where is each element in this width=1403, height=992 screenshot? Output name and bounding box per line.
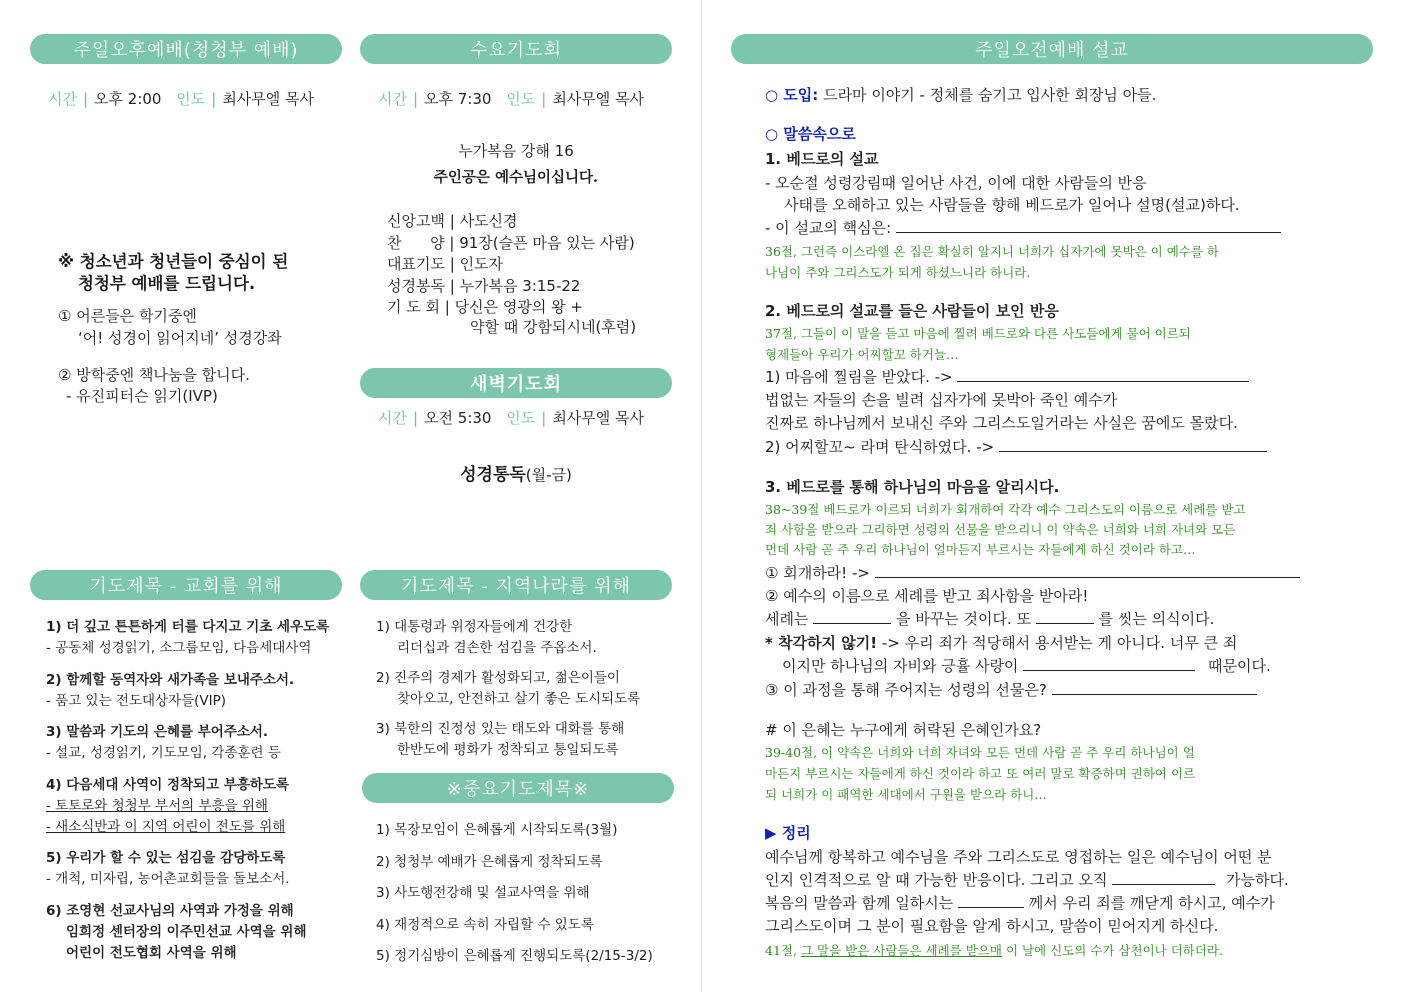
section3-point1: ① 회개하라! -> [765, 564, 870, 582]
wednesday-order-row [387, 296, 583, 317]
important-prayer-item: 4) 재정적으로 속히 자립할 수 있도록 [376, 916, 594, 933]
order-value: 사도신경 [459, 212, 518, 230]
wednesday-theme: 주인공은 예수님이십니다. [433, 169, 599, 186]
order-key: 찬 양 [387, 233, 445, 252]
section3-caution-text: -> 우리 죄가 적당해서 용서받는 게 아니다. 너무 큰 죄 [881, 634, 1238, 652]
section1-line2: 사태를 오해하고 있는 사람들을 향해 베드로가 일어나 설명(설교)하다. [784, 196, 1240, 214]
prayer-church-subitem: 어린이 전도협회 사역을 위해 [66, 945, 237, 961]
time-label: 시간 [378, 90, 407, 108]
sermon-intro [765, 84, 1156, 105]
section1-line1: - 오순절 성령강림때 일어난 사건, 이에 대한 사람들의 반응 [765, 174, 1147, 192]
wednesday-study-title: 누가복음 강해 16 [458, 142, 574, 160]
prayer-church-subitem: - 공동체 성경읽기, 소그룹모임, 다음세대사역 [46, 640, 312, 656]
summary-verse-underlined: 그 말을 받은 사람들은 세례를 받으매 [800, 943, 1002, 958]
wednesday-order-row [387, 275, 580, 296]
important-prayer-item: 5) 정기심방이 은혜롭게 진행되도록(2/15-3/2) [376, 948, 653, 964]
service-leader: 최사무엘 목사 [552, 409, 645, 427]
afternoon-notice-line1: ※ 청소년과 청년들이 중심이 된 [58, 252, 289, 271]
prayer-nation-item: 1) 대통령과 위정자들에게 건강한 [376, 619, 573, 635]
prayer-church-item: 4) 다음세대 사역이 정착되고 부흥하도록 [46, 777, 290, 793]
answer-blank [1112, 871, 1215, 885]
leader-label: 인도 [506, 409, 536, 427]
prayer-church-subitem: - 새소식반과 이 지역 어린이 전도를 위해 [46, 819, 286, 835]
order-value: 인도자 [459, 255, 504, 273]
section3-verse-line1: 38~39절 베드로가 이르되 너희가 회개하여 각각 예수 그리스도의 이름으로 세례를 받고 [765, 502, 1246, 517]
order-separator: | [440, 298, 455, 316]
prayer-nation-item-cont: 리더십과 겸손한 섬김을 주옵소서. [397, 640, 597, 656]
section3-baptism-end: 를 씻는 의식이다. [1098, 610, 1215, 628]
afternoon-service-title: 주일오후예배 [73, 40, 184, 61]
time-label: 시간 [378, 409, 407, 427]
dawn-service-header: 새벽기도회 [360, 368, 672, 398]
leader-label: 인도 [506, 90, 536, 108]
section2-title: 2. 베드로의 설교를 들은 사람들이 보인 반응 [765, 302, 1059, 320]
answer-blank [999, 438, 1267, 452]
dawn-reading [360, 460, 672, 485]
prayer-nation-header: 기도제목 - 지역나라를 위해 [360, 570, 672, 600]
section1-verse-line1: 36절, 그런즉 이스라엘 온 집은 확실히 알지니 너희가 십자가에 못박은 이 예수를 하 [765, 244, 1219, 259]
prayer-church-item: 2) 함께할 동역자와 새가족을 보내주소서. [46, 672, 295, 688]
leader-label: 인도 [176, 90, 206, 108]
afternoon-service-header [30, 34, 342, 64]
service-time: 오후 2:00 [94, 90, 162, 108]
section3-line1 [765, 562, 1300, 583]
order-key: 대표기도 [387, 255, 445, 273]
prayer-church-subitem: - 품고 있는 전도대상자들(VIP) [46, 693, 227, 709]
summary-line1: 예수님께 항복하고 예수님을 주와 그리스도로 영접하는 일은 예수님이 어떤 분 [765, 848, 1272, 866]
section3-line5 [782, 655, 1271, 676]
prayer-church-subitem: - 개척, 미자립, 농어촌교회들을 돌보소서. [46, 871, 290, 887]
service-time: 오전 5:30 [424, 409, 492, 427]
grace-verse-line2: 마든지 부르시는 자들에게 하신 것이라 하고 또 여러 말로 확증하며 권하여 이르 [765, 766, 1196, 781]
grace-verse-line1: 39-40절, 이 약속은 너희와 너희 자녀와 모든 먼데 사람 곧 주 우리 하나님이 얼 [765, 745, 1195, 760]
section3-caution: * 착각하지 않기! [765, 634, 878, 652]
prayer-church-item: 3) 말씀과 기도의 은혜를 부어주소서. [46, 724, 269, 740]
summary-verse-ref: 41절, [765, 943, 797, 958]
section1-verse-line2: 나님이 주와 그리스도가 되게 하셨느니라 하니라. [765, 265, 1031, 280]
answer-blank [1036, 610, 1094, 624]
answer-blank [957, 368, 1249, 382]
summary-line2-text: 인지 인격적으로 알 때 가능한 반응이다. 그리고 오직 [765, 871, 1108, 889]
section3-baptism-mid: 을 바꾸는 것이다. 또 [896, 610, 1032, 628]
summary-line2-end: 가능하다. [1226, 871, 1289, 889]
afternoon-item2-line1: ② 방학중엔 책나눔을 합니다. [58, 366, 250, 384]
wednesday-order-row [387, 210, 518, 231]
prayer-nation-item-cont: 한반도에 평화가 정착되고 통일되도록 [397, 742, 619, 758]
wednesday-order-row [387, 253, 503, 274]
grace-verse-line3: 되 너희가 이 패역한 세대에서 구원을 받으라 하니… [765, 787, 1047, 802]
service-leader: 최사무엘 목사 [222, 90, 315, 108]
prayer-church-subitem: 임희정 센터장의 이주민선교 사역을 위해 [66, 924, 307, 940]
section3-point3: ③ 이 과정을 통해 주어지는 성령의 선물은? [765, 681, 1047, 699]
afternoon-notice-line2: 청청부 예배를 드립니다. [78, 274, 256, 293]
section2-line2: 법없는 자들의 손을 빌려 십자가에 못박아 죽인 예수가 [765, 391, 1118, 409]
section3-line6 [765, 679, 1257, 700]
section2-verse-line1: 37절, 그들이 이 말을 듣고 마음에 찔려 베드로와 다른 사도들에게 물어 이르되 [765, 326, 1191, 341]
prayer-church-item: 1) 더 깊고 튼튼하게 터를 다지고 기초 세우도록 [46, 619, 330, 635]
prayer-church-subitem: - 토토로와 청청부 부서의 부흥을 위해 [46, 798, 268, 814]
section3-line3 [765, 608, 1214, 629]
prayer-nation-item: 3) 북한의 진정성 있는 태도와 대화를 통해 [376, 721, 625, 737]
wednesday-order-row [387, 232, 635, 253]
afternoon-service-subtitle: (청청부 예배) [183, 40, 299, 61]
section2-point1: 1) 마음에 찔림을 받았다. -> [765, 368, 953, 386]
grace-question: # 이 은혜는 누구에게 허락된 은혜인가요? [765, 721, 1042, 739]
section2-point2: 2) 어찌할꼬~ 라며 탄식하였다. -> [765, 438, 995, 456]
service-time: 오후 7:30 [424, 90, 492, 108]
order-key: 신앙고백 [387, 212, 445, 230]
important-prayer-item: 2) 청청부 예배가 은혜롭게 정착되도록 [376, 853, 603, 870]
word-section-label: ○ 말씀속으로 [765, 125, 856, 143]
prayer-church-subitem: - 설교, 성경읽기, 기도모임, 각종훈련 등 [46, 745, 281, 761]
section3-mercy-end: 때문이다. [1208, 657, 1271, 675]
answer-blank [875, 564, 1300, 578]
order-key: 성경봉독 [387, 276, 445, 295]
order-value: 91장(슬픈 마음 있는 사람) [459, 233, 635, 252]
answer-blank [1052, 681, 1257, 695]
service-leader: 최사무엘 목사 [552, 90, 645, 108]
section1-title: 1. 베드로의 설교 [765, 150, 879, 168]
section2-line3: 진짜로 하나님께서 보내신 주와 그리스도일거라는 사실은 꿈에도 몰랐다. [765, 414, 1238, 432]
section1-core-label: - 이 설교의 핵심은: [765, 219, 892, 237]
prayer-church-item: 5) 우리가 할 수 있는 섬김을 감당하도록 [46, 850, 286, 866]
section2-verse-line2: 형제들아 우리가 어찌할꼬 하거늘… [765, 347, 959, 362]
section1-line3 [765, 217, 1281, 238]
summary-verse-end: 이 날에 신도의 수가 삼천이나 더하더라. [1005, 943, 1223, 958]
summary-line4: 그리스도이며 그 분이 필요함을 알게 하시고, 말씀이 믿어지게 하신다. [765, 917, 1219, 935]
order-value: 당신은 영광의 왕 + [454, 298, 583, 316]
section2-line1 [765, 366, 1249, 387]
section3-mercy-label: 이지만 하나님의 자비와 긍휼 사랑이 [782, 657, 1019, 675]
order-key: 기 도 회 [387, 298, 441, 316]
answer-blank [958, 894, 1024, 908]
prayer-nation-item: 2) 진주의 경제가 활성화되고, 젊은이들이 [376, 670, 620, 686]
section2-line4 [765, 436, 1267, 457]
section3-line4 [765, 632, 1237, 653]
section3-verse-line3: 먼데 사람 곧 주 우리 하나님이 얼마든지 부르시는 자들에게 하신 것이라 하고… [765, 542, 1196, 557]
wednesday-service-header: 수요기도회 [360, 34, 672, 64]
prayer-church-item: 6) 조영현 선교사님의 사역과 가정을 위해 [46, 903, 294, 919]
section3-title: 3. 베드로를 통해 하나님의 마음을 알리시다. [765, 478, 1060, 496]
summary-line3-end: 께서 우리 죄를 깨닫게 하시고, 예수가 [1028, 894, 1275, 912]
summary-line2 [765, 869, 1289, 890]
dawn-service-meta: 시간 | 오전 5:30 인도 | 최사무엘 목사 [378, 409, 645, 427]
prayer-nation-item-cont: 찾아오고, 안전하고 살기 좋은 도시되도록 [397, 691, 641, 707]
important-prayer-item: 1) 목장모임이 은혜롭게 시작되도록(3월) [376, 822, 618, 838]
wednesday-service-meta: 시간 | 오후 7:30 인도 | 최사무엘 목사 [378, 90, 645, 108]
time-label: 시간 [48, 90, 77, 108]
afternoon-item1-line1: ① 어른들은 학기중엔 [58, 307, 197, 325]
dawn-reading-days: (월-금) [525, 466, 572, 484]
order-separator: | [444, 233, 460, 252]
afternoon-item2-line2: - 유진피터슨 읽기(IVP) [66, 387, 218, 405]
afternoon-item1-line2: ‘어! 성경이 읽어지네’ 성경강좌 [78, 329, 282, 347]
section3-line2: ② 예수의 이름으로 세례를 받고 죄사함을 받아라! [765, 587, 1089, 605]
page-divider [701, 0, 702, 992]
order-value: 누가복음 3:15-22 [459, 276, 581, 295]
intro-label: ○ 도입: [765, 86, 819, 104]
summary-label: ▶ 정리 [765, 824, 811, 842]
afternoon-service-meta: 시간 | 오후 2:00 인도 | 최사무엘 목사 [48, 90, 315, 108]
sermon-header: 주일오전예배 설교 [731, 34, 1373, 64]
order-separator: | [444, 212, 460, 230]
summary-line3-text: 복음의 말씀과 함께 일하시는 [765, 894, 954, 912]
answer-blank [813, 610, 891, 624]
prayer-church-header: 기도제목 - 교회를 위해 [30, 570, 342, 600]
summary-verse [765, 941, 1223, 959]
important-prayer-header: ※중요기도제목※ [362, 773, 674, 803]
intro-text: 드라마 이야기 - 정체를 숨기고 입사한 회장님 아들. [823, 86, 1157, 104]
order-separator: | [444, 255, 460, 273]
order-separator: | [444, 276, 460, 295]
answer-blank [1023, 657, 1195, 671]
section3-baptism-label: 세례는 [765, 610, 809, 628]
summary-line3 [765, 892, 1275, 913]
important-prayer-item: 3) 사도행전강해 및 설교사역을 위해 [376, 885, 590, 901]
answer-blank [896, 219, 1281, 233]
dawn-reading-title: 성경통독 [460, 465, 526, 485]
section3-verse-line2: 죄 사함을 받으라 그리하면 성령의 선물을 받으리니 이 약속은 너희와 너희 자녀와 모든 [765, 522, 1236, 537]
wednesday-order-continued: 약할 때 강함되시네(후렴) [470, 318, 637, 336]
